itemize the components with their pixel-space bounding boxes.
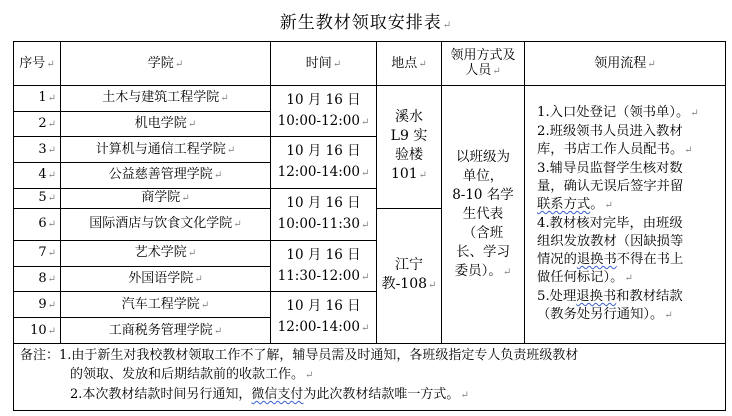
row-no: 10↵ <box>14 318 61 344</box>
table-row <box>14 86 726 112</box>
row-no: 7↵ <box>14 240 61 266</box>
note-2: 2.本次教材结款时间另行通知，微信支付为此次教材结款唯一方式。↵ <box>70 387 469 402</box>
row-college: 汽车工程学院↵ <box>61 292 271 318</box>
note-1: 1.由于新生对我校教材领取工作不了解，辅导员需及时通知，各班级指定专人负责班级教材 <box>59 348 579 363</box>
method-cell: 以班级为 单位， 8-10 名学 生代表 （含班 长、学习 委员）。↵ <box>442 86 525 344</box>
row-college: 艺术学院↵ <box>61 240 271 266</box>
time-range: 10:00-12:00 <box>277 112 360 129</box>
time-slot-1: 10 月 16 日 10:00-12:00↵ <box>271 86 377 137</box>
header-time: 时间↵ <box>271 42 377 86</box>
header-no: 序号↵ <box>14 42 61 86</box>
location-first: 溪水 L9 实 验楼 101↵ <box>377 86 442 209</box>
paragraph-mark: ↵ <box>442 20 453 31</box>
row-no: 5↵ <box>14 188 61 208</box>
row-no: 2↵ <box>14 111 61 137</box>
row-college: 公益慈善管理学院↵ <box>61 163 271 189</box>
header-process: 领用流程↵ <box>525 42 726 86</box>
row-college: 外国语学院↵ <box>61 266 271 292</box>
row-college: 机电学院↵ <box>61 111 271 137</box>
row-college: 工商税务管理学院↵ <box>61 318 271 344</box>
row-no: 1↵ <box>14 86 61 112</box>
row-college: 计算机与通信工程学院↵ <box>61 137 271 163</box>
time-date: 10 月 16 日 <box>286 246 361 263</box>
time-date: 10 月 16 日 <box>286 194 361 211</box>
time-slot-3: 10 月 16 日 10:00-11:30↵ <box>271 188 377 240</box>
time-date: 10 月 16 日 <box>286 91 361 108</box>
header-location: 地点↵ <box>377 42 442 86</box>
notes-label: 备注： <box>20 348 60 363</box>
header-college: 学院↵ <box>61 42 271 86</box>
row-college: 国际酒店与饮食文化学院↵ <box>61 208 271 240</box>
notes-row <box>14 344 726 411</box>
time-slot-4: 10 月 16 日 11:30-12:00↵ <box>271 240 377 292</box>
row-college: 土木与建筑工程学院↵ <box>61 86 271 112</box>
time-date: 10 月 16 日 <box>286 298 361 315</box>
time-slot-5: 10 月 16 日 12:00-14:00↵ <box>271 292 377 344</box>
row-college: 商学院↵ <box>61 188 271 208</box>
row-no: 6↵ <box>14 208 61 240</box>
time-range: 11:30-12:00 <box>277 267 360 284</box>
row-no: 9↵ <box>14 292 61 318</box>
location-second: 江宁 教-108↵ <box>377 208 442 343</box>
row-no: 4↵ <box>14 163 61 189</box>
time-slot-2: 10 月 16 日 12:00-14:00↵ <box>271 137 377 189</box>
time-date: 10 月 16 日 <box>286 142 361 159</box>
row-no: 3↵ <box>14 137 61 163</box>
schedule-table <box>13 41 726 411</box>
notes-cell: 备注：1.由于新生对我校教材领取工作不了解，辅导员需及时通知，各班级指定专人负责班级教材 的领取、发放和后期结款前的收款工作。↵ 2.本次教材结款时间另行通知，微信支付为此次教材结款唯一方式。↵ <box>14 344 726 411</box>
process-cell: 1.入口处登记（领书单）。↵ 2.班级领书人员进入教材 库，书店工作人员配书。↵ 3.辅导员监督学生核对数 量，确认无误后签字并留 联系方式。↵ 4.教材核对完毕，由班级 组织发放教材（因缺损等 情况的退换书不得在书上 做任何标记）。↵ 5.处理退换书和教材结款 （教务处另行通知）。↵ <box>525 86 726 344</box>
row-no: 8↵ <box>14 266 61 292</box>
time-range: 12:00-14:00 <box>277 163 360 180</box>
page-title <box>0 8 732 33</box>
header-method: 领用方式及人员↵ <box>442 42 525 86</box>
title-text: 新生教材领取安排表 <box>279 13 442 33</box>
header-row <box>14 42 726 86</box>
time-range: 12:00-14:00 <box>277 319 360 336</box>
time-range: 10:00-11:30 <box>277 215 360 232</box>
